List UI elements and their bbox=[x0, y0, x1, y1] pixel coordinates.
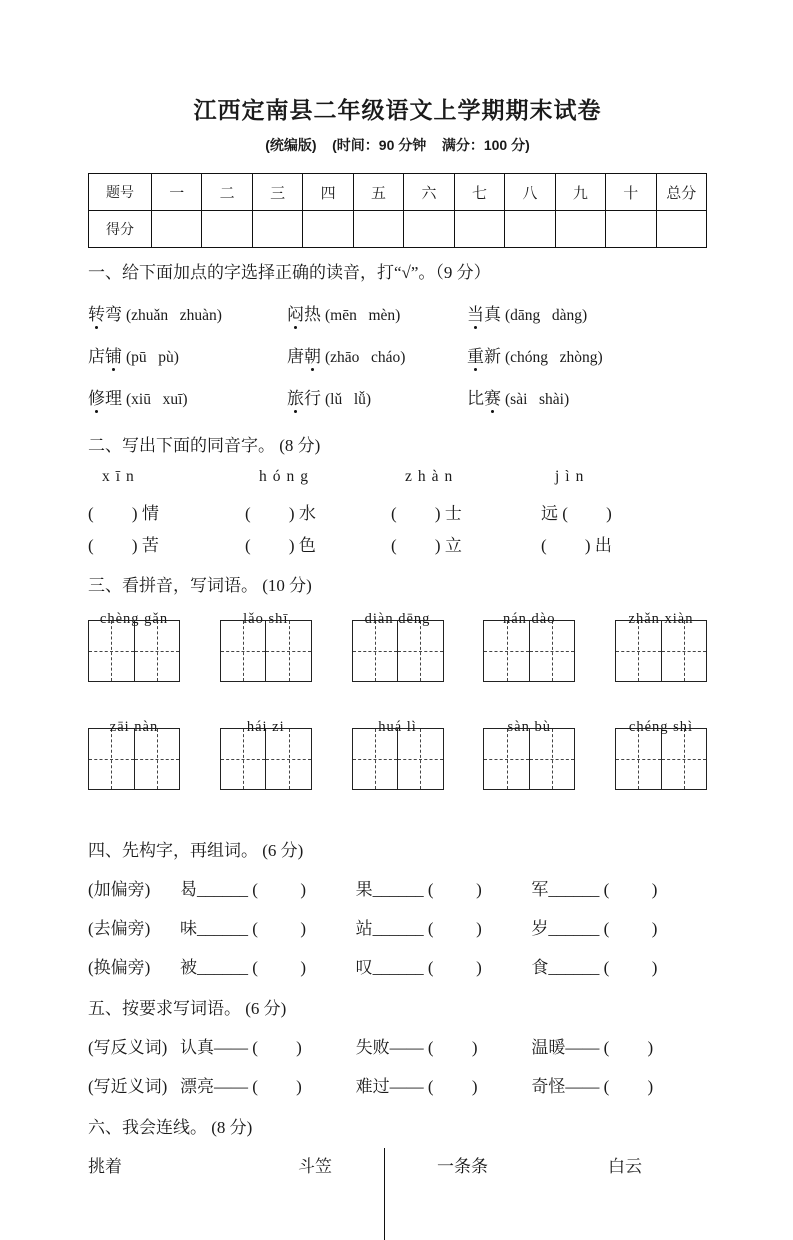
dotted-word bbox=[287, 384, 321, 409]
score-column-header: 一 bbox=[152, 174, 202, 211]
section-1-items bbox=[88, 300, 707, 409]
section-2-heading: 二、写出下面的同音字。 (8 分) bbox=[88, 436, 321, 455]
writing-grid-box bbox=[352, 719, 444, 790]
grid-cell bbox=[353, 729, 398, 789]
writing-grid-box bbox=[88, 611, 180, 682]
writing-grid-box bbox=[615, 611, 707, 682]
grid-pinyin-label: zhǎn xiàn bbox=[628, 611, 694, 627]
grid-cell bbox=[134, 729, 180, 789]
score-cell-empty bbox=[555, 211, 605, 248]
homophone-column bbox=[245, 468, 391, 563]
score-column-header: 九 bbox=[555, 174, 605, 211]
pinyin-options: (xiū xuī) bbox=[126, 391, 188, 408]
dotted-word bbox=[467, 384, 501, 409]
grid-cell bbox=[89, 621, 134, 681]
fill-blank-item: 难过—— ( ) bbox=[355, 1077, 478, 1096]
hanzi-char: 朝 bbox=[304, 342, 321, 367]
row-instruction-prefix: (写反义词) bbox=[88, 1038, 168, 1057]
matching-word: 斗笠 bbox=[298, 1157, 332, 1176]
section-2-homophone-grid bbox=[88, 468, 707, 563]
fill-blank-item: 岁______ ( ) bbox=[531, 919, 658, 938]
score-column-header: 十 bbox=[606, 174, 656, 211]
hanzi-char: 转 bbox=[88, 300, 105, 325]
fill-blank-item: 食______ ( ) bbox=[531, 958, 658, 977]
score-cell-empty bbox=[404, 211, 454, 248]
pronunciation-row bbox=[88, 342, 707, 367]
homophone-blank-entry: ( ) 出 bbox=[541, 536, 612, 555]
hanzi-char: 闷 bbox=[287, 300, 304, 325]
hanzi-char: 铺 bbox=[105, 342, 122, 367]
score-cell-empty bbox=[303, 211, 353, 248]
row-instruction-prefix: (加偏旁) bbox=[88, 880, 151, 899]
score-cell-empty bbox=[606, 211, 656, 248]
pronunciation-item bbox=[467, 342, 707, 367]
pinyin-options: (pū pù) bbox=[126, 349, 179, 366]
grid-cell bbox=[484, 729, 529, 789]
writing-grid-box bbox=[220, 611, 312, 682]
fill-blank-item: 叹______ ( ) bbox=[355, 958, 482, 977]
homophone-pinyin: xīn bbox=[102, 468, 140, 485]
pinyin-options: (lǔ lǚ) bbox=[325, 391, 372, 408]
pronunciation-item bbox=[287, 342, 467, 367]
homophone-column bbox=[88, 468, 245, 563]
hanzi-char: 店 bbox=[88, 347, 105, 366]
score-column-header: 六 bbox=[404, 174, 454, 211]
pronunciation-item bbox=[467, 300, 707, 325]
fill-blank-item: 味______ ( ) bbox=[180, 919, 307, 938]
grid-pinyin-label: hái zi bbox=[246, 719, 285, 735]
grid-pinyin-label: diàn dēng bbox=[364, 611, 431, 627]
pinyin-options: (zhāo cháo) bbox=[325, 349, 406, 366]
homophone-blank-entry: 远 ( ) bbox=[541, 504, 612, 523]
grid-cell bbox=[661, 729, 707, 789]
score-table-header-row bbox=[89, 174, 707, 211]
fill-blank-row bbox=[88, 914, 707, 939]
hanzi-char: 唐 bbox=[287, 347, 304, 366]
page-title: 江西定南县二年级语文上学期期末试卷 bbox=[193, 97, 602, 123]
fill-blank-item: 温暖—— ( ) bbox=[531, 1038, 654, 1057]
pinyin-options: (zhuǎn zhuàn) bbox=[126, 307, 222, 324]
hanzi-char: 比 bbox=[467, 389, 484, 408]
hanzi-char: 赛 bbox=[484, 384, 501, 409]
hanzi-char: 旅 bbox=[287, 384, 304, 409]
section-5-heading: 五、按要求写词语。 (6 分) bbox=[88, 999, 287, 1018]
hanzi-char: 真 bbox=[484, 305, 501, 324]
score-cell-empty bbox=[656, 211, 706, 248]
score-column-header: 七 bbox=[454, 174, 504, 211]
homophone-blank-entry: ( ) 立 bbox=[391, 536, 462, 555]
hanzi-char: 行 bbox=[304, 389, 321, 408]
section-3-heading: 三、看拼音，写词语。 (10 分) bbox=[88, 576, 312, 595]
grid-cell bbox=[616, 729, 661, 789]
score-cell-empty bbox=[353, 211, 403, 248]
page-subtitle: (统编版) (时间：90 分钟 满分：100 分) bbox=[265, 137, 530, 153]
grid-pinyin-label: chéng shì bbox=[628, 719, 694, 735]
score-column-header: 四 bbox=[303, 174, 353, 211]
score-cell-empty bbox=[252, 211, 302, 248]
homophone-pinyin: zhàn bbox=[405, 468, 459, 485]
writing-grid-box bbox=[615, 719, 707, 790]
grid-pinyin-label: nán dào bbox=[503, 611, 556, 627]
pinyin-options: (chóng zhòng) bbox=[505, 349, 603, 366]
writing-grid-box bbox=[352, 611, 444, 682]
pinyin-grid-row-2 bbox=[88, 719, 707, 790]
hanzi-char: 热 bbox=[304, 305, 321, 324]
score-column-header: 五 bbox=[353, 174, 403, 211]
dotted-word bbox=[467, 342, 501, 367]
score-table bbox=[88, 173, 707, 248]
fill-blank-item: 漂亮—— ( ) bbox=[180, 1077, 302, 1096]
pronunciation-item bbox=[88, 384, 287, 409]
pronunciation-row bbox=[88, 300, 707, 325]
dotted-word bbox=[287, 342, 321, 367]
matching-left-column bbox=[88, 1152, 384, 1240]
grid-cell bbox=[397, 621, 443, 681]
grid-cell bbox=[484, 621, 529, 681]
grid-cell bbox=[529, 621, 575, 681]
homophone-blank-entry: ( ) 情 bbox=[88, 504, 159, 523]
section-4-rows bbox=[88, 875, 707, 978]
fill-blank-item: 奇怪—— ( ) bbox=[531, 1077, 654, 1096]
section-1-heading: 一、给下面加点的字选择正确的读音，打“√”。（9 分） bbox=[88, 263, 491, 282]
score-cell-empty bbox=[454, 211, 504, 248]
grid-cell bbox=[89, 729, 134, 789]
matching-word: 挑着 bbox=[88, 1157, 122, 1176]
homophone-column bbox=[541, 468, 707, 563]
score-column-header: 八 bbox=[505, 174, 555, 211]
score-table-score-row bbox=[89, 211, 707, 248]
dotted-word bbox=[88, 384, 122, 409]
grid-cell bbox=[397, 729, 443, 789]
section-6-heading: 六、我会连线。 (8 分) bbox=[88, 1118, 253, 1137]
fill-blank-row bbox=[88, 953, 707, 978]
pronunciation-item bbox=[287, 300, 467, 325]
grid-cell bbox=[265, 621, 311, 681]
homophone-column bbox=[391, 468, 541, 563]
homophone-pinyin: hóng bbox=[259, 468, 314, 485]
score-cell-empty bbox=[505, 211, 555, 248]
matching-word: 一条条 bbox=[437, 1157, 488, 1176]
grid-cell bbox=[529, 729, 575, 789]
score-table-corner-label: 题号 bbox=[89, 174, 152, 211]
row-instruction-prefix: (去偏旁) bbox=[88, 919, 151, 938]
section-4-heading: 四、先构字，再组词。 (6 分) bbox=[88, 841, 304, 860]
grid-cell bbox=[353, 621, 398, 681]
section-6-matching-area bbox=[88, 1152, 707, 1240]
matching-word: 白云 bbox=[608, 1157, 642, 1176]
grid-cell bbox=[616, 621, 661, 681]
homophone-pinyin: jìn bbox=[555, 468, 590, 485]
pinyin-options: (sài shài) bbox=[505, 391, 570, 408]
fill-blank-item: 被______ ( ) bbox=[180, 958, 307, 977]
grid-pinyin-label: zāi nàn bbox=[109, 719, 159, 735]
writing-grid-box bbox=[483, 611, 575, 682]
pronunciation-item bbox=[88, 342, 287, 367]
score-table-row-label: 得分 bbox=[89, 211, 152, 248]
pinyin-options: (mēn mèn) bbox=[325, 307, 401, 324]
grid-pinyin-label: sàn bù bbox=[507, 719, 551, 735]
hanzi-char: 理 bbox=[105, 389, 122, 408]
score-column-header: 三 bbox=[252, 174, 302, 211]
score-column-header: 二 bbox=[202, 174, 252, 211]
dotted-word bbox=[88, 300, 122, 325]
grid-cell bbox=[265, 729, 311, 789]
hanzi-char: 弯 bbox=[105, 305, 122, 324]
row-instruction-prefix: (换偏旁) bbox=[88, 958, 151, 977]
homophone-blank-entry: ( ) 色 bbox=[245, 536, 316, 555]
row-instruction-prefix: (写近义词) bbox=[88, 1077, 168, 1096]
score-column-header: 总分 bbox=[656, 174, 706, 211]
fill-blank-item: 失败—— ( ) bbox=[355, 1038, 478, 1057]
fill-blank-item: 站______ ( ) bbox=[355, 919, 482, 938]
fill-blank-row bbox=[88, 1033, 707, 1058]
grid-cell bbox=[134, 621, 180, 681]
dotted-word bbox=[467, 300, 501, 325]
score-cell-empty bbox=[152, 211, 202, 248]
writing-grid-box bbox=[88, 719, 180, 790]
dotted-word bbox=[287, 300, 321, 325]
writing-grid-box bbox=[220, 719, 312, 790]
matching-right-column bbox=[385, 1152, 642, 1240]
fill-blank-item: 认真—— ( ) bbox=[180, 1038, 302, 1057]
fill-blank-row bbox=[88, 1072, 707, 1097]
grid-cell bbox=[661, 621, 707, 681]
homophone-blank-entry: ( ) 苦 bbox=[88, 536, 159, 555]
pronunciation-row bbox=[88, 384, 707, 409]
pronunciation-item bbox=[287, 384, 467, 409]
pinyin-grid-row-1 bbox=[88, 611, 707, 682]
fill-blank-row bbox=[88, 875, 707, 900]
hanzi-char: 新 bbox=[484, 347, 501, 366]
hanzi-char: 修 bbox=[88, 384, 105, 409]
homophone-blank-entry: ( ) 水 bbox=[245, 504, 316, 523]
grid-pinyin-label: lǎo shī bbox=[243, 611, 289, 627]
fill-blank-item: 果______ ( ) bbox=[355, 880, 482, 899]
grid-pinyin-label: huá lì bbox=[378, 719, 417, 735]
section-5-rows bbox=[88, 1033, 707, 1097]
grid-pinyin-label: chèng gǎn bbox=[99, 611, 169, 627]
pinyin-options: (dāng dàng) bbox=[505, 307, 588, 324]
dotted-word bbox=[88, 342, 122, 367]
writing-grid-box bbox=[483, 719, 575, 790]
fill-blank-item: 曷______ ( ) bbox=[180, 880, 307, 899]
hanzi-char: 当 bbox=[467, 300, 484, 325]
pronunciation-item bbox=[88, 300, 287, 325]
grid-cell bbox=[221, 729, 266, 789]
homophone-blank-entry: ( ) 士 bbox=[391, 504, 462, 523]
fill-blank-item: 军______ ( ) bbox=[531, 880, 658, 899]
hanzi-char: 重 bbox=[467, 342, 484, 367]
grid-cell bbox=[221, 621, 266, 681]
pronunciation-item bbox=[467, 384, 707, 409]
score-cell-empty bbox=[202, 211, 252, 248]
